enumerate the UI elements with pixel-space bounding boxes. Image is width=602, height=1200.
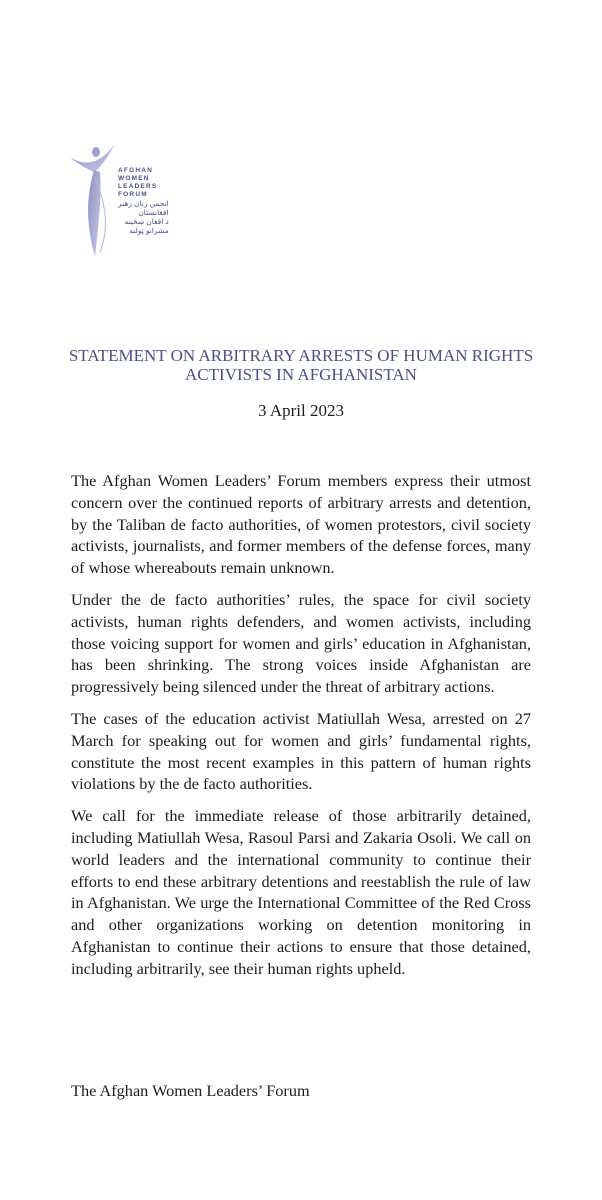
logo-text-en-3: LEADERS <box>118 183 158 190</box>
paragraph: The Afghan Women Leaders’ Forum members express their utmost concern over the continued reports of arbitrary arrests and detention, by the Taliban de facto authorities, of women protestors, civil society activists, journalists, and former members of the defense forces, many of whose whereabouts remain unknown. <box>71 471 531 578</box>
logo-text-en-4: FORUM <box>118 191 148 198</box>
logo-text-dari-2: افغانستان <box>138 208 169 217</box>
signature: The Afghan Women Leaders’ Forum <box>71 1081 310 1100</box>
logo-text-pashto-2: مشرانو ټولنه <box>129 226 169 235</box>
paragraph: The cases of the education activist Matiullah Wesa, arrested on 27 March for speaking out for women and girls’ fundamental rights, constitute the most recent examples in this pattern of human rights violations by the de facto authorities. <box>71 708 531 794</box>
logo-text-pashto-1: د افغان ښځينه <box>124 217 169 226</box>
statement-title: STATEMENT ON ARBITRARY ARRESTS OF HUMAN RIGHTS ACTIVISTS IN AFGHANISTAN <box>68 346 534 384</box>
logo-text-en-1: AFGHAN <box>118 167 154 174</box>
forum-logo <box>60 132 210 262</box>
statement-date: 3 April 2023 <box>258 401 344 420</box>
statement-body <box>71 470 531 990</box>
paragraph: We call for the immediate release of those arbitrarily detained, including Matiullah Wesa, Rasoul Parsi and Zakaria Osoli. We call on world leaders and the international community to continue their efforts to end these arbitrary detentions and reestablish the rule of law in Afghanistan. We urge the International Committee of the Red Cross and other organizations working on detention monitoring in Afghanistan to continue their actions to ensure that those detained, including arbitrarily, see their human rights upheld. <box>71 806 531 978</box>
logo-text-en-2: WOMEN <box>118 175 150 182</box>
figure-logo-icon <box>60 132 120 262</box>
paragraph: Under the de facto authorities’ rules, the space for civil society activists, human rights defenders, and women activists, including those voicing support for women and girls’ education in Afghanistan, has been shrinking. The strong voices inside Afghanistan are progressively being silenced under the threat of arbitrary actions. <box>71 589 531 697</box>
logo-text-dari-1: انجمن زنان رهبر <box>118 199 169 208</box>
